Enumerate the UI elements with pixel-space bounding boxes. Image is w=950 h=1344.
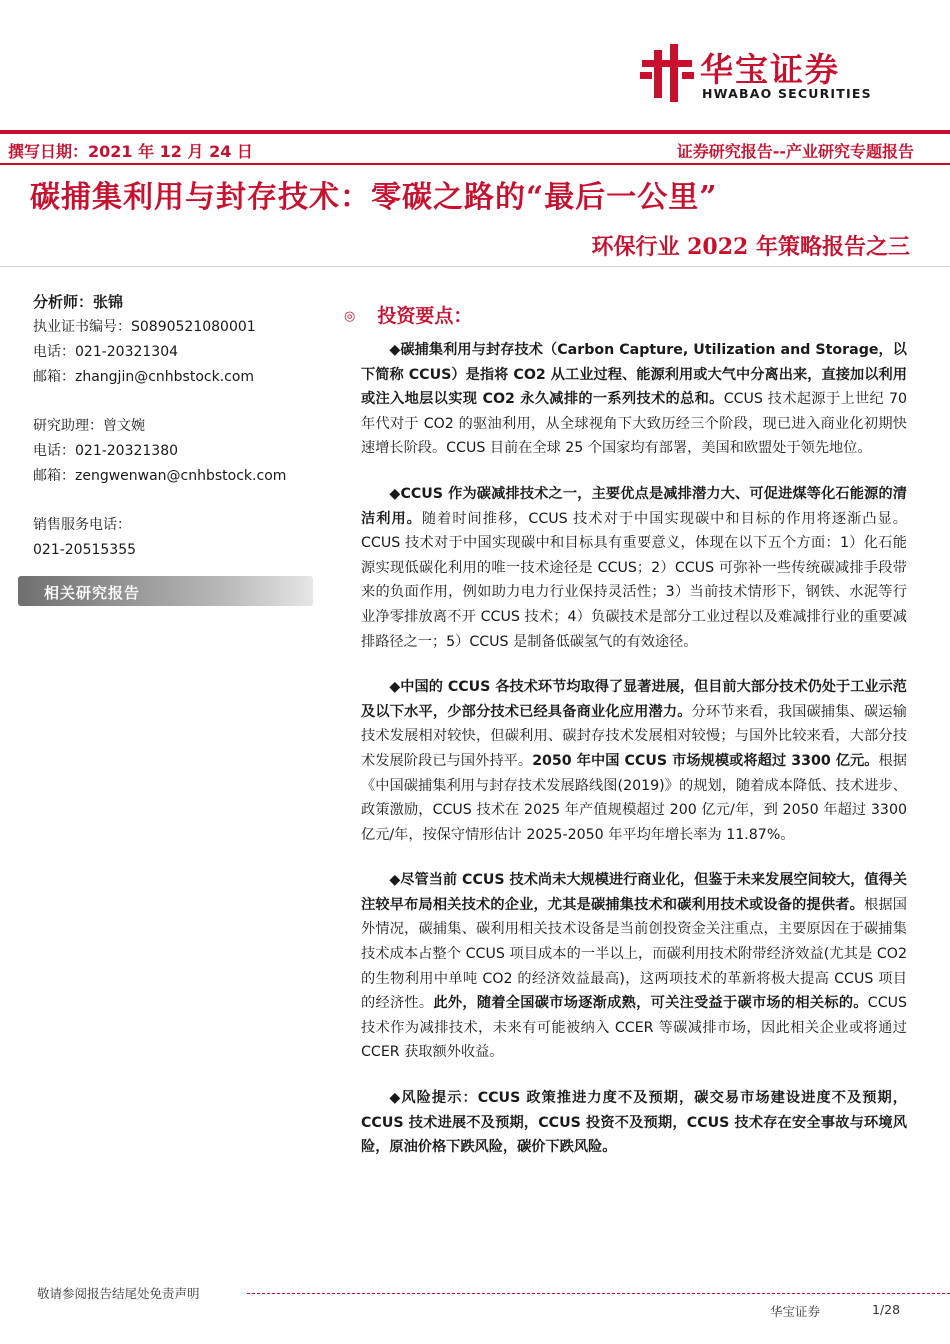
paragraph-body: 分环节来看，我国碳捕集、碳运输技术发展相对较快，但碳利用、碳封存技术发展相对较慢；与国外比较来看，大部分技术发展阶段已与国外持平。 — [361, 703, 907, 769]
title-divider — [0, 266, 950, 267]
section-heading — [344, 301, 472, 328]
analyst-phone: 电话：021-20321304 — [33, 344, 179, 360]
paragraph — [361, 675, 907, 847]
section-mark-icon: ◎ — [344, 309, 356, 324]
paragraph-highlight: 2050 年中国 CCUS 市场规模或将超过 3300 亿元。 — [532, 752, 879, 769]
related-reports-header[interactable] — [18, 576, 313, 606]
paragraph — [361, 338, 907, 461]
sales-phone: 021-20515355 — [33, 542, 137, 558]
report-title: 碳捕集利用与封存技术：零碳之路的“最后一公里” — [30, 180, 718, 215]
paragraph-body: 根据国外情况，碳捕集、碳利用相关技术设备是当前创投资金关注重点，主要原因在于碳捕集技术成本占整个 CCUS 项目成本的一半以上，而碳利用技术附带经济效益(尤其是 CO2 的生物利用中单吨 CO2 的经济效益最高)，这两项技术的革新将极大提高 CCUS 项目的经济性。 — [361, 896, 907, 1012]
page-number: 1/28 — [872, 1302, 901, 1317]
report-type: 证券研究报告--产业研究专题报告 — [676, 142, 914, 161]
report-date: 撰写日期：2021 年 12 月 24 日 — [8, 142, 253, 161]
report-subtitle: 环保行业 2022 年策略报告之三 — [591, 234, 910, 260]
company-logo-mark — [640, 44, 696, 102]
company-logo-english: HWABAO SECURITIES — [702, 86, 872, 101]
paragraph-lead: ◆CCUS 作为碳减排技术之一，主要优点是减排潜力大、可促进煤等化石能源的清洁利用。 — [361, 485, 907, 527]
paragraph — [361, 482, 907, 654]
footer-disclaimer: 敬请参阅报告结尾处免责声明 — [37, 1286, 200, 1301]
assistant-email[interactable]: 邮箱：zengwenwan@cnhbstock.com — [33, 468, 287, 484]
paragraph-body: 根据《中国碳捕集利用与封存技术发展路线图(2019)》的规划，随着成本降低、技术进步、政策激励，CCUS 技术在 2025 年产值规模超过 200 亿元/年，到 2050 年超过 3300 亿元/年，按保守情形估计 2025-2050 年平均年增长率为 11.87%。 — [361, 752, 907, 843]
paragraph — [361, 868, 907, 1065]
key-points — [361, 338, 907, 1181]
analyst-cert: 执业证书编号：S0890521080001 — [33, 319, 256, 335]
analyst-email[interactable]: 邮箱：zhangjin@cnhbstock.com — [33, 369, 255, 385]
author-info — [33, 290, 323, 563]
section-title: 投资要点： — [377, 305, 473, 327]
header-rule-bottom — [0, 163, 950, 165]
assistant-name: 研究助理：曾文婉 — [33, 418, 145, 434]
footer-company: 华宝证券 — [770, 1304, 821, 1319]
risk-warning: ◆风险提示：CCUS 政策推进力度不及预期，碳交易市场建设进度不及预期，CCUS 技术进展不及预期，CCUS 投资不及预期，CCUS 技术存在安全事故与环境风险，原油价格下跌风险，碳价下跌风险。 — [361, 1090, 907, 1156]
paragraph-lead: ◆中国的 CCUS 各技术环节均取得了显著进展，但目前大部分技术仍处于工业示范及以下水平，少部分技术已经具备商业化应用潜力。 — [361, 679, 907, 720]
assistant-phone: 电话：021-20321380 — [33, 443, 179, 459]
header-rule-top — [0, 130, 950, 134]
paragraph-body: CCUS 技术作为减排技术，未来有可能被纳入 CCER 等碳减排市场，因此相关企业或将通过 CCER 获取额外收益。 — [361, 995, 907, 1061]
paragraph-body: 随着时间推移，CCUS 技术对于中国实现碳中和目标的作用将逐渐凸显。CCUS 技术对于中国实现碳中和目标具有重要意义，体现在以下五个方面：1）化石能源实现低碳化利用的唯一技术途径是 CCUS；2）CCUS 可弥补一些传统碳减排手段带来的负面作用，例如助力电力行业保持灵活性；3）当前技术情形下，钢铁、水泥等行业净零排放离不开 CCUS 技术；4）负碳技术是部分工业过程以及难减排行业的重要减排路径之一；5）CCUS 是制备低碳氢气的有效途径。 — [361, 510, 907, 650]
paragraph-highlight: 此外，随着全国碳市场逐渐成熟，可关注受益于碳市场的相关标的。 — [433, 995, 868, 1012]
analyst-name: 分析师：张锦 — [33, 293, 124, 311]
company-logo-text: 华宝证券 — [700, 50, 840, 89]
footer-divider — [247, 1293, 950, 1295]
sales-label: 销售服务电话： — [33, 517, 131, 533]
related-reports-label: 相关研究报告 — [44, 584, 141, 602]
paragraph-body: CCUS 技术起源于上世纪 70 年代对于 CO2 的驱油利用，从全球视角下大致历经三个阶段，现已进入商业化初期快速增长阶段。CCUS 目前在全球 25 个国家均有部署，美国和欧盟处于领先地位。 — [361, 391, 907, 457]
paragraph-lead: ◆尽管当前 CCUS 技术尚未大规模进行商业化，但鉴于未来发展空间较大，值得关注较早布局相关技术的企业，尤其是碳捕集技术和碳利用技术或设备的提供者。 — [361, 872, 907, 913]
paragraph-lead: ◆碳捕集利用与封存技术（Carbon Capture, Utilization and Storage，以下简称 CCUS）是指将 CO2 从工业过程、能源利用或大气中分离出来，直接加以利用或注入地层以实现 CO2 永久减排的一系列技术的总和。 — [361, 342, 907, 408]
paragraph-risk — [361, 1086, 907, 1160]
